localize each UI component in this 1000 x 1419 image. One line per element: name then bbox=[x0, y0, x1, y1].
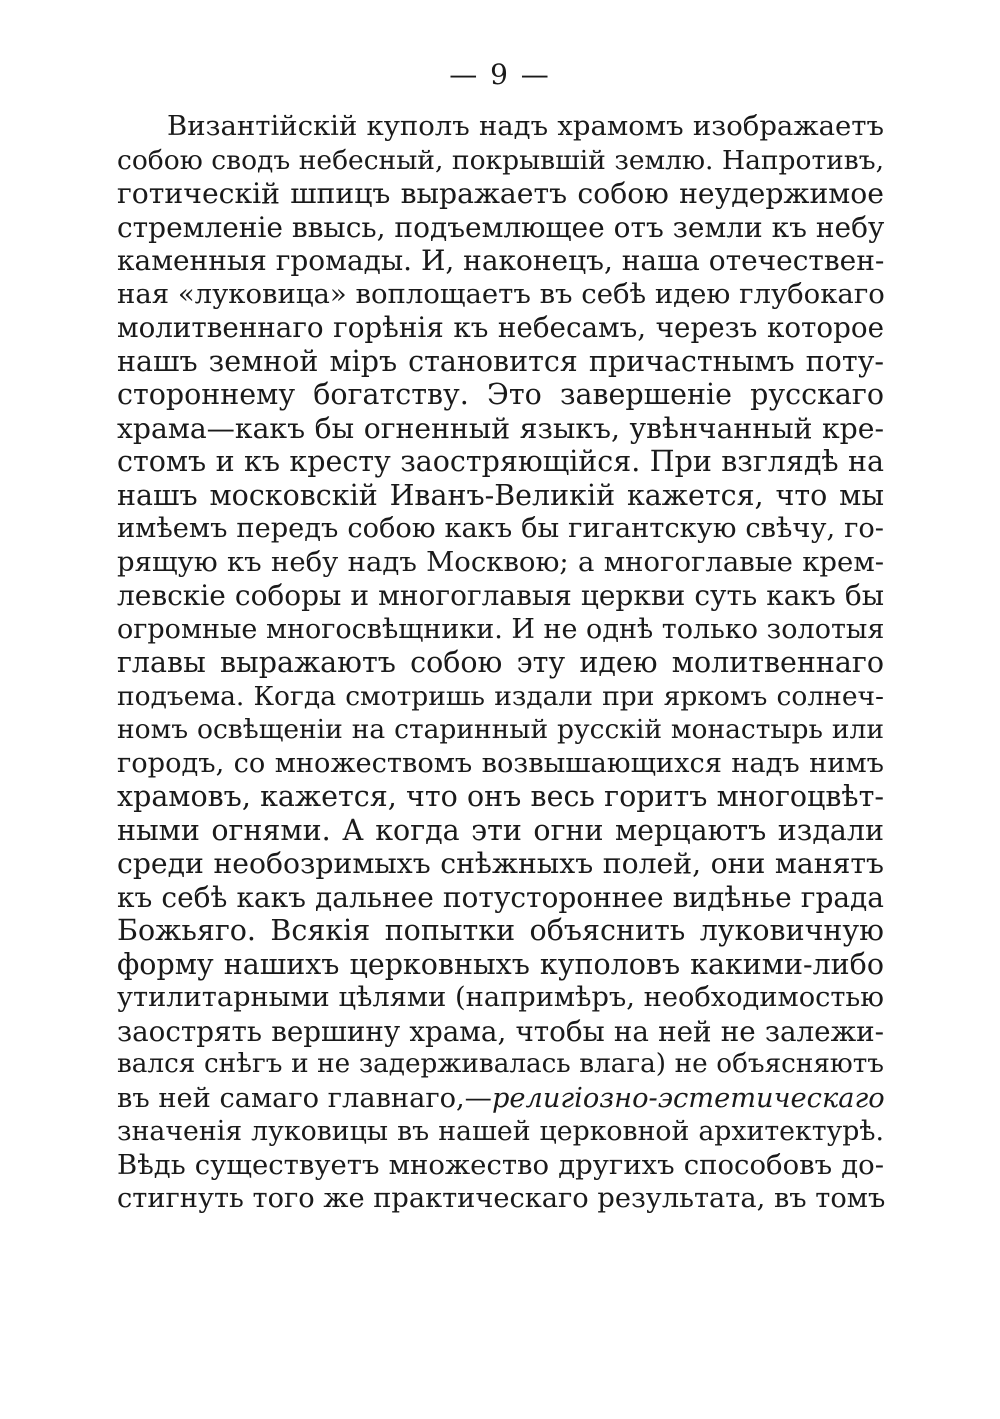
body-text bbox=[117, 110, 884, 1216]
text-line: молитвеннаго горѣнія къ небесамъ, черезъ которое bbox=[117, 311, 884, 344]
text-line bbox=[117, 1082, 884, 1116]
text-line: стремленіе ввысь, подъемлющее отъ земли къ небу bbox=[117, 210, 885, 244]
text-line: Божьяго. Всякія попытки объяснить луковичную bbox=[117, 914, 884, 947]
text-line: заострять вершину храма, чтобы на ней не залежи- bbox=[117, 1014, 884, 1048]
text-line: форму нашихъ церковныхъ куполовъ какими-либо bbox=[117, 947, 884, 981]
text-line: къ себѣ какъ дальнее потустороннее видѣнье града bbox=[117, 880, 884, 914]
text-line: храмовъ, кажется, что онъ весь горитъ многоцвѣт- bbox=[117, 780, 884, 813]
text-fragment: въ ней самаго главнаго,— bbox=[117, 1082, 492, 1114]
text-line: Вѣдь существуетъ множество другихъ способовъ до- bbox=[117, 1148, 884, 1181]
text-line: имѣемъ передъ собою какъ бы гигантскую свѣчу, го- bbox=[117, 513, 884, 544]
page-number: — 9 — bbox=[449, 58, 551, 91]
text-line: вался снѣгъ и не задерживалась влага) не объясняютъ bbox=[117, 1049, 884, 1079]
text-line: храма—какъ бы огненный языкъ, увѣнчанный кре- bbox=[117, 411, 884, 445]
text-line: подъема. Когда смотришь издали при яркомъ солнеч- bbox=[117, 680, 884, 712]
text-line: номъ освѣщеніи на старинный русскій монастырь или bbox=[117, 714, 884, 745]
italic-emphasis: религіозно-эстетическаго bbox=[491, 1082, 885, 1114]
text-line: огромные многосвѣщники. И не однѣ только золотыя bbox=[117, 613, 885, 645]
text-line: нашъ земной міръ становится причастнымъ поту- bbox=[117, 344, 884, 378]
text-line: среди необозримыхъ снѣжныхъ полей, они манятъ bbox=[117, 847, 884, 880]
text-line: стороннему богатству. Это завершеніе русскаго bbox=[117, 378, 884, 411]
text-line: стигнуть того же практическаго результата, въ томъ bbox=[117, 1183, 886, 1214]
text-line: городъ, со множествомъ возвышающихся надъ нимъ bbox=[117, 747, 884, 779]
text-line: нашъ московскій Иванъ-Великій кажется, что мы bbox=[117, 478, 884, 512]
text-line: главы выражаютъ собою эту идею молитвеннаго bbox=[117, 646, 884, 679]
text-line: каменныя громады. И, наконецъ, наша отечествен- bbox=[117, 244, 885, 277]
text-line: ная «луковица» воплощаетъ въ себѣ идею глубокаго bbox=[117, 277, 885, 310]
text-line: рящую къ небу надъ Москвою; а многоглавые крем- bbox=[117, 545, 884, 578]
text-line: значенія луковицы въ нашей церковной архитектурѣ. bbox=[117, 1116, 884, 1147]
text-line: стомъ и къ кресту заостряющійся. При взглядѣ на bbox=[117, 445, 884, 478]
text-line: готическій шпицъ выражаетъ собою неудержимое bbox=[117, 177, 884, 210]
text-line: собою сводъ небесный, покрывшій землю. Напротивъ, bbox=[117, 144, 884, 176]
text-line: ными огнями. А когда эти огни мерцаютъ издали bbox=[117, 813, 884, 847]
text-line: левскіе соборы и многоглавыя церкви суть какъ бы bbox=[117, 579, 884, 612]
text-line: утилитарными цѣлями (напримѣръ, необходимостью bbox=[117, 982, 884, 1013]
text-line: Византійскій куполъ надъ храмомъ изображаетъ bbox=[167, 110, 884, 142]
